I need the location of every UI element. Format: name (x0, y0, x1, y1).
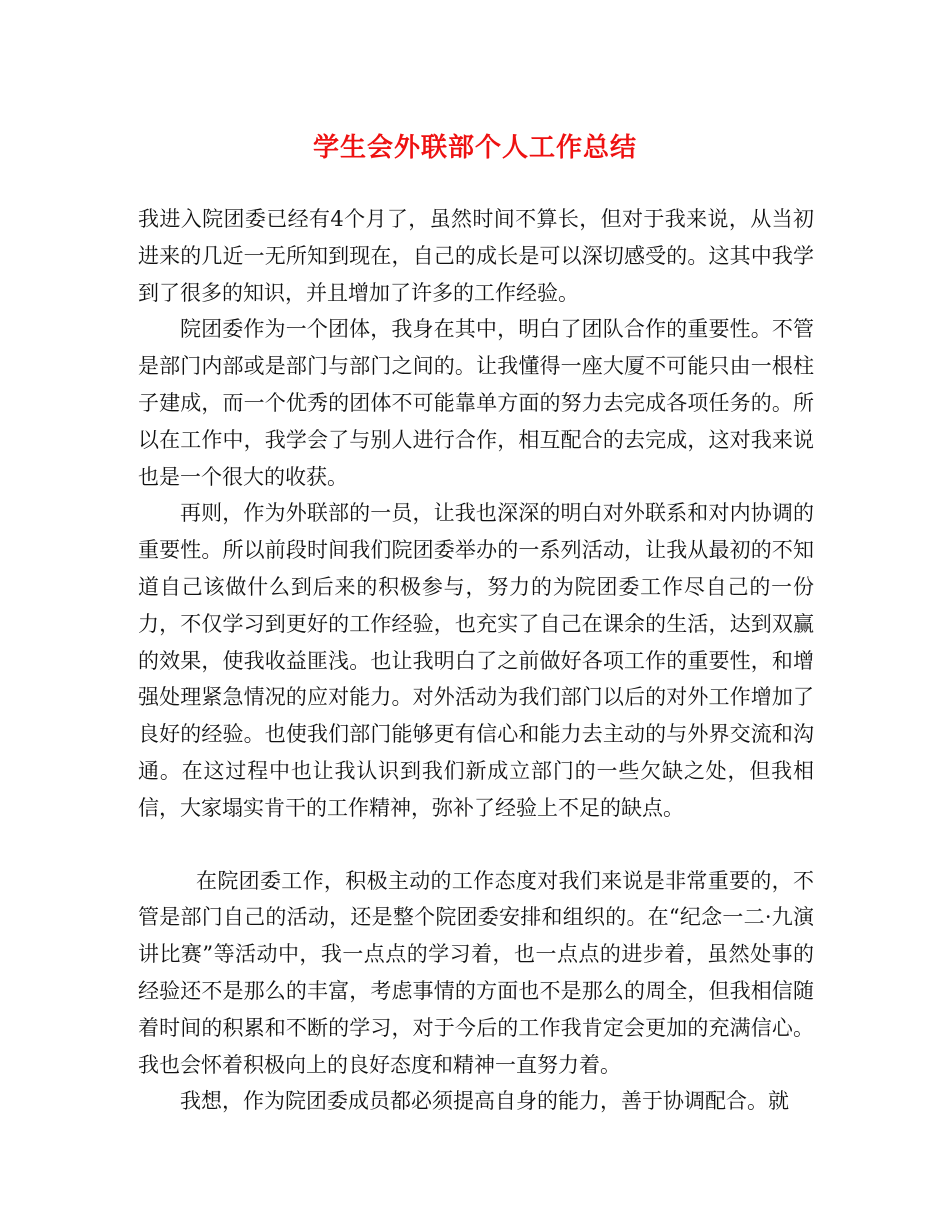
paragraph-gap (138, 827, 814, 863)
paragraph-3: 再则，作为外联部的一员，让我也深深的明白对外联系和对内协调的重要性。所以前段时间我们院团委举办的一系列活动，让我从最初的不知道自己该做什么到后来的积极参与，努力的为院团委工作尽自己的一份力，不仅学习到更好的工作经验，也充实了自己在课余的生活，达到双赢的效果，使我收益匪浅。也让我明白了之前做好各项工作的重要性，和增强处理紧急情况的应对能力。对外活动为我们部门以后的对外工作增加了良好的经验。也使我们部门能够更有信心和能力去主动的与外界交流和沟通。在这过程中也让我认识到我们新成立部门的一些欠缺之处，但我相信，大家塌实肯干的工作精神，弥补了经验上不足的缺点。 (138, 501, 814, 820)
document-body (138, 201, 814, 1120)
paragraph-2: 院团委作为一个团体，我身在其中，明白了团队合作的重要性。不管是部门内部或是部门与部门之间的。让我懂得一座大厦不可能只由一根柱子建成，而一个优秀的团体不可能靠单方面的努力去完成各项任务的。所以在工作中，我学会了与别人进行合作，相互配合的去完成，这对我来说也是一个很大的收获。 (138, 317, 814, 489)
paragraph-5: 我想，作为院团委成员都必须提高自身的能力，善于协调配合。就 (180, 1089, 789, 1114)
paragraph-4: 在院团委工作，积极主动的工作态度对我们来说是非常重要的，不管是部门自己的活动，还是整个院团委安排和组织的。在“纪念一二·九演讲比赛”等活动中，我一点点的学习着，也一点点的进步着，虽然处事的经验还不是那么的丰富，考虑事情的方面也不是那么的周全，但我相信随着时间的积累和不断的学习，对于今后的工作我肯定会更加的充满信心。我也会怀着积极向上的良好态度和精神一直努力着。 (138, 868, 814, 1077)
paragraph-1: 我进入院团委已经有4个月了，虽然时间不算长，但对于我来说，从当初进来的几近一无所知到现在，自己的成长是可以深切感受的。这其中我学到了很多的知识，并且增加了许多的工作经验。 (138, 207, 814, 305)
document-title: 学生会外联部个人工作总结 (312, 133, 637, 163)
